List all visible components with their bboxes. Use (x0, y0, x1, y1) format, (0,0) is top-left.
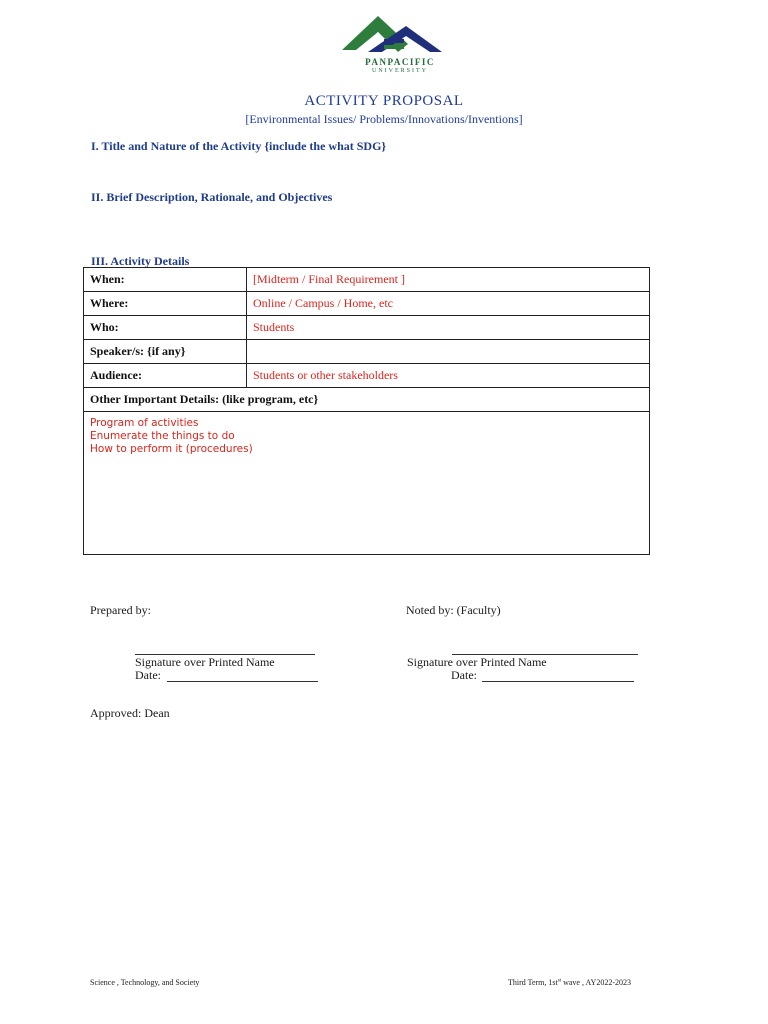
footer-term (508, 978, 631, 987)
row-value[interactable] (247, 340, 650, 364)
table-row (84, 388, 650, 412)
other-details-notes[interactable] (84, 412, 650, 555)
footer-term-suffix: wave , AY2022-2023 (563, 978, 631, 987)
noted-signature-caption: Signature over Printed Name (407, 655, 547, 669)
row-value[interactable]: [Midterm / Final Requirement ] (247, 268, 650, 292)
table-row (84, 268, 650, 292)
other-details-label: Other Important Details: (like program, etc} (84, 388, 650, 412)
prepared-by-label: Prepared by: (90, 603, 151, 617)
noted-date-line[interactable] (482, 681, 634, 682)
row-label: Speaker/s: {if any} (84, 340, 247, 364)
document-title: ACTIVITY PROPOSAL (304, 93, 464, 109)
logo-wordmark (354, 58, 446, 74)
university-logo (338, 12, 446, 78)
table-row (84, 364, 650, 388)
table-row (84, 340, 650, 364)
row-label: Who: (84, 316, 247, 340)
note-line: How to perform it (procedures) (90, 443, 253, 455)
noted-by-label: Noted by: (Faculty) (406, 603, 501, 617)
logo-line-2: UNIVERSITY (372, 68, 428, 74)
prepared-date-label: Date: (135, 668, 161, 682)
logo-mark-icon (338, 12, 446, 62)
note-line: Enumerate the things to do (90, 430, 235, 442)
footer-course: Science , Technology, and Society (90, 978, 200, 987)
section-title-nature: I. Title and Nature of the Activity {include the what SDG} (91, 139, 387, 153)
row-value[interactable]: Students (247, 316, 650, 340)
logo-line-1: PANPACIFIC (365, 57, 435, 67)
noted-date-label: Date: (451, 668, 477, 682)
prepared-signature-caption: Signature over Printed Name (135, 655, 275, 669)
note-line: Program of activities (90, 417, 199, 429)
row-label: Audience: (84, 364, 247, 388)
footer-term-sup: st (557, 978, 562, 984)
prepared-date-line[interactable] (167, 681, 318, 682)
row-label: Where: (84, 292, 247, 316)
row-value[interactable]: Online / Campus / Home, etc (247, 292, 650, 316)
table-row (84, 316, 650, 340)
section-activity-details: III. Activity Details (91, 254, 190, 268)
table-row (84, 292, 650, 316)
document-subtitle: [Environmental Issues/ Problems/Innovations/Inventions] (245, 112, 523, 126)
footer-term-prefix: Third Term, 1st (508, 978, 558, 987)
row-label: When: (84, 268, 247, 292)
section-description: II. Brief Description, Rationale, and Objectives (91, 190, 333, 204)
approved-by-label: Approved: Dean (90, 706, 170, 720)
activity-details-table (83, 267, 650, 555)
table-row (84, 412, 650, 555)
row-value[interactable]: Students or other stakeholders (247, 364, 650, 388)
